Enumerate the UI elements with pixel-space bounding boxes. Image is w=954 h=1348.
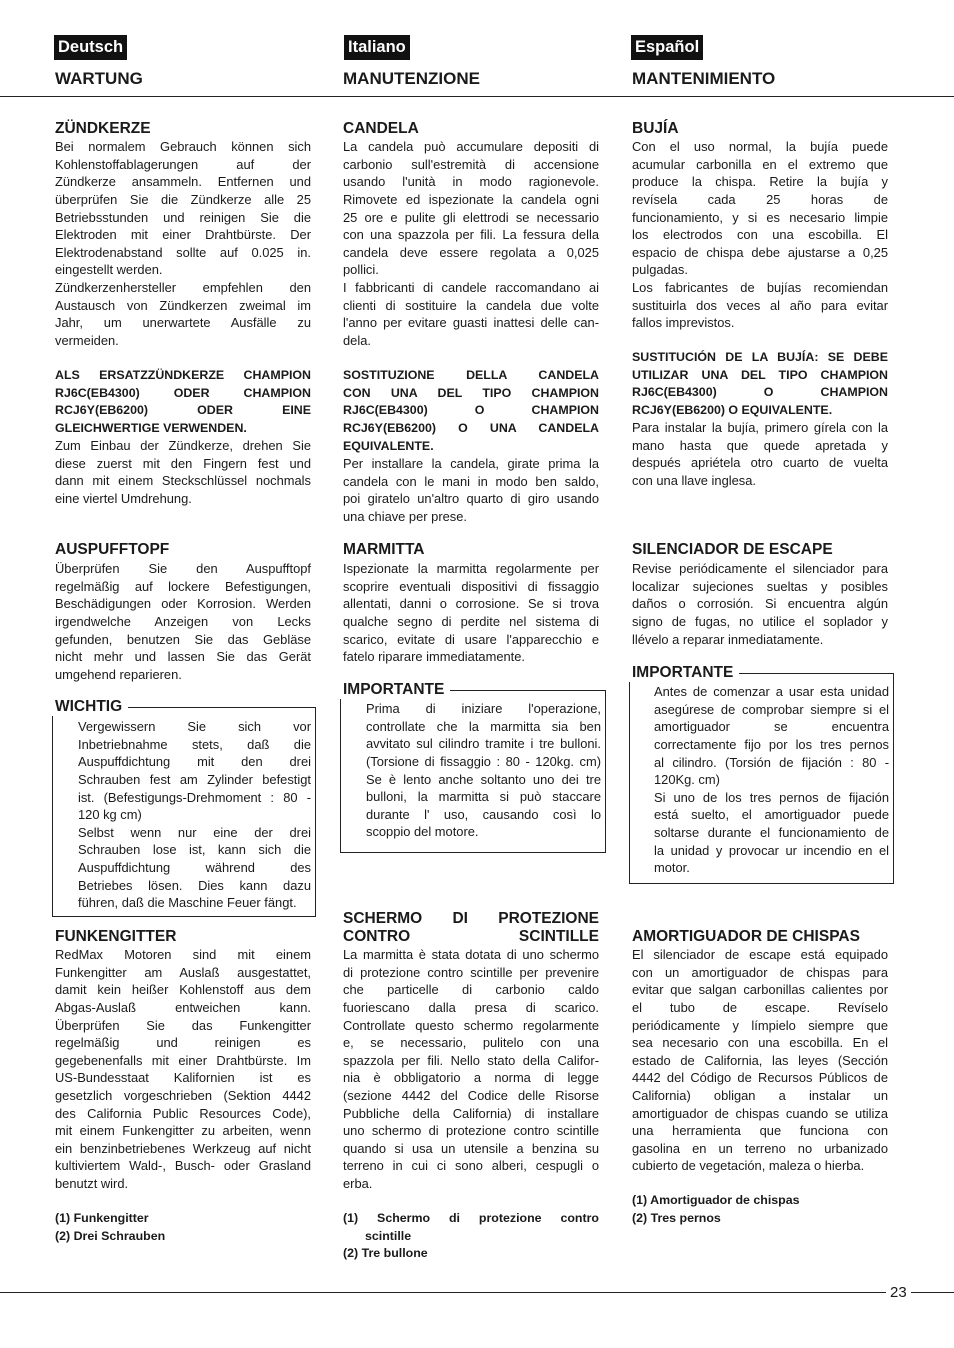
text-line: avvitato sul cilindro tramite i tre bulloni. bbox=[366, 736, 601, 752]
text-line: está suelto, el amortiguador puede bbox=[654, 807, 889, 823]
section-heading bbox=[632, 928, 888, 946]
text-line: funcionamiento, y si es necesario limpie bbox=[632, 209, 888, 225]
text-line: RJ6C(EB4300) O CHAMPION bbox=[632, 385, 888, 400]
text-line: uno schermo di protezione contro scintille bbox=[343, 1123, 599, 1139]
text-line: Betriebsstunden und reinigen Sie die bbox=[55, 209, 311, 225]
text-line: regelmäßig und reinigen es bbox=[55, 1035, 311, 1051]
text-line: erba. bbox=[343, 1175, 373, 1191]
text-line: soltarse durante el funcionamiento de bbox=[654, 824, 889, 840]
text-line: l'anno per evitare guasti inattesi delle can- bbox=[343, 315, 599, 331]
text-line: usando l'unità in modo ragionevole. bbox=[343, 174, 599, 190]
text-line: dela. bbox=[343, 332, 371, 348]
page-number: 23 bbox=[886, 1284, 911, 1302]
text-line: Jahr, um unerwartete Ausfälle zu bbox=[55, 315, 311, 331]
text-line: di protezione contro scintille per prevenire bbox=[343, 964, 599, 980]
text-line: FUNKENGITTER bbox=[55, 928, 177, 946]
section-heading bbox=[55, 928, 311, 946]
header-rule bbox=[0, 96, 954, 97]
paragraph bbox=[632, 946, 888, 1175]
text-line: eine viertel Umdrehung. bbox=[55, 490, 192, 506]
text-line: Beschädigungen oder Korrosion. Werden bbox=[55, 596, 311, 612]
text-line: Auspuffdichtung während des bbox=[78, 859, 311, 875]
important-box-text bbox=[366, 700, 601, 841]
text-line: Antes de comenzar a usar esta unidad bbox=[654, 684, 889, 700]
text-line: con una spazzola per fili. La fessura della bbox=[343, 227, 599, 243]
text-line: clienti di sostituire la candela due volte bbox=[343, 297, 599, 313]
text-line: RCJ6Y(EB6200) O UNA CANDELA bbox=[343, 420, 599, 435]
text-line: asegúrese de comprobar siempre si el bbox=[654, 701, 889, 717]
text-line: (Torsione di fissaggio : 80 - 120kg. cm) bbox=[366, 753, 601, 769]
text-line: Zum Einbau der Zündkerze, drehen Sie bbox=[55, 438, 311, 454]
text-line: Auspuffdichtung mit den drei bbox=[78, 754, 311, 770]
text-line: spazzola per fili. Nello stato della Califor- bbox=[343, 1052, 599, 1068]
text-line: motor. bbox=[654, 860, 690, 876]
text-line: Per installare la candela, girate prima la bbox=[343, 456, 599, 472]
text-line: Zündkerzenhersteller empfehlen den bbox=[55, 280, 311, 296]
notice-paragraph bbox=[343, 367, 599, 455]
text-line: (2) Tres pernos bbox=[632, 1210, 721, 1225]
text-line: periódicamente y límpielo siempre que bbox=[632, 1017, 888, 1033]
text-line: BUJÍA bbox=[632, 120, 679, 138]
text-line: Elektroden mit einer Drahtbürste. Der bbox=[55, 227, 311, 243]
text-line: Inbetriebnahme stets, daß die bbox=[78, 736, 311, 752]
text-line: una herramienta que funciona con bbox=[632, 1123, 888, 1139]
language-label-2: Español bbox=[631, 35, 703, 60]
text-line: diese zuerst mit den Fingern fest und bbox=[55, 455, 311, 471]
text-line: Ispezionate la marmitta regolarmente per bbox=[343, 561, 599, 577]
text-line: Überprüfen Sie den Auspufftopf bbox=[55, 561, 311, 577]
section-title-0: WARTUNG bbox=[55, 69, 143, 88]
text-line: produce la chispa. Retire la bujía y bbox=[632, 174, 888, 190]
text-line: kultiviertem Wald-, Busch- oder Grasland bbox=[55, 1158, 311, 1174]
section-title-2: MANTENIMIENTO bbox=[632, 69, 776, 88]
text-line: 120Kg. cm) bbox=[654, 772, 720, 788]
paragraph bbox=[632, 138, 888, 279]
text-line: RCJ6Y(EB6200) O EQUIVALENTE. bbox=[632, 402, 833, 417]
text-line: I fabbricanti di candele raccomandano ai bbox=[343, 280, 599, 296]
text-line: terreno in cui ci sono alberi, cespugli o bbox=[343, 1158, 599, 1174]
text-line: carbonio sull'estremità di accensione bbox=[343, 156, 599, 172]
text-line: La candela può accumulare depositi di bbox=[343, 139, 599, 155]
text-line: 120 kg cm) bbox=[78, 807, 142, 823]
figure-caption bbox=[343, 1210, 599, 1263]
text-line: CONTRO SCINTILLE bbox=[343, 927, 599, 945]
text-line: SCHERMO DI PROTEZIONE bbox=[343, 910, 599, 928]
text-line: durante l' uso, causando così lo bbox=[366, 806, 601, 822]
footer-rule bbox=[0, 1292, 954, 1293]
text-line: nia è obbligatorio a norma di legge bbox=[343, 1070, 599, 1086]
text-line: cubierto de vegetación, maleza o hierba. bbox=[632, 1158, 865, 1174]
section-title-1: MANUTENZIONE bbox=[343, 69, 480, 88]
text-line: candela deve essere regolata a 0,025 bbox=[343, 244, 599, 260]
text-line: Si uno de los tres pernos de fijación bbox=[654, 789, 889, 805]
text-line: acumular carbonilla en el extremo que bbox=[632, 156, 888, 172]
text-line: revísela cada 25 horas de bbox=[632, 191, 888, 207]
text-line: El silenciador de escape está equipado bbox=[632, 947, 888, 963]
text-line: SILENCIADOR DE ESCAPE bbox=[632, 541, 833, 559]
text-line: poi giratelo un'altro quarto di giro usando bbox=[343, 491, 599, 507]
text-line: scoprire eventuali dispositivi di fissaggio bbox=[343, 578, 599, 594]
text-line: MARMITTA bbox=[343, 541, 425, 559]
section-heading bbox=[632, 120, 888, 138]
text-line: GLEICHWERTIGE VERWENDEN. bbox=[55, 420, 247, 435]
section-heading bbox=[55, 541, 311, 559]
text-line: (1) Funkengitter bbox=[55, 1211, 149, 1226]
text-line: AUSPUFFTOPF bbox=[55, 541, 170, 559]
text-line: US-Bundesstaat Kalifornien ist es bbox=[55, 1070, 311, 1086]
text-line: Schrauben lose ist, kann sich die bbox=[78, 842, 311, 858]
text-line: candela con le mani in modo ben saldo, bbox=[343, 473, 599, 489]
paragraph bbox=[55, 560, 311, 683]
paragraph bbox=[632, 419, 888, 489]
text-line: Controllate questo schermo regolarmente bbox=[343, 1017, 599, 1033]
text-line: (1) Schermo di protezione contro bbox=[343, 1211, 599, 1226]
text-line: una chiave per prese. bbox=[343, 508, 467, 524]
text-line: scarico, evitate di usare l'apparecchio e bbox=[343, 631, 599, 647]
text-line: gasolina en un terreno no urbanizado bbox=[632, 1140, 888, 1156]
text-line: dann mit einem Steckschlüssel nochmals bbox=[55, 473, 311, 489]
text-line: fallos imprevistos. bbox=[632, 315, 735, 331]
text-line: e, se necessario, pulitelo con una bbox=[343, 1035, 599, 1051]
text-line: Schrauben fest am Zylinder befestigt bbox=[78, 771, 311, 787]
text-line: scintille bbox=[365, 1228, 412, 1243]
text-line: RJ6C(EB4300) O CHAMPION bbox=[343, 403, 599, 418]
text-line: Prima di iniziare l'operazione, bbox=[366, 701, 601, 717]
notice-paragraph bbox=[632, 349, 888, 419]
text-line: llévelo a reparar inmediatamente. bbox=[632, 631, 824, 647]
text-line: pollici. bbox=[343, 262, 379, 278]
text-line: CON UNA DEL TIPO CHAMPION bbox=[343, 385, 599, 400]
text-line: Para instalar la bujía, primero gírela con la bbox=[632, 420, 888, 436]
section-heading bbox=[343, 541, 599, 559]
paragraph bbox=[55, 138, 311, 279]
section-heading bbox=[343, 120, 599, 138]
text-line: vermeiden. bbox=[55, 332, 119, 348]
text-line: Kohlenstoffablagerungen auf der bbox=[55, 156, 311, 172]
text-line: che particelle di carbonio caldo bbox=[343, 982, 599, 998]
text-line: mit einem Funkengitter zu arbeiten, wenn bbox=[55, 1123, 311, 1139]
text-line: Austausch von Zündkerzen zweimal im bbox=[55, 297, 311, 313]
text-line: Überprüfen Sie das Funkengitter bbox=[55, 1017, 311, 1033]
text-line: des California Public Resources Code), bbox=[55, 1105, 311, 1121]
text-line: La marmitta è stata dotata di uno schermo bbox=[343, 947, 599, 963]
figure-caption bbox=[632, 1192, 888, 1227]
text-line: nicht mehr und lassen Sie das Gerät bbox=[55, 649, 311, 665]
text-line: mano hasta que quede apretada y bbox=[632, 437, 888, 453]
text-line: pulgadas. bbox=[632, 262, 688, 278]
text-line: Revise periódicamente el silenciador para bbox=[632, 561, 888, 577]
text-line: EQUIVALENTE. bbox=[343, 438, 434, 453]
text-line: (1) Amortiguador de chispas bbox=[632, 1193, 800, 1208]
text-line: ist. (Befestigungs-Drehmoment : 80 - bbox=[78, 789, 311, 805]
text-line: AMORTIGUADOR DE CHISPAS bbox=[632, 928, 860, 946]
paragraph bbox=[632, 279, 888, 332]
paragraph bbox=[55, 279, 311, 349]
important-box-heading: IMPORTANTE bbox=[626, 664, 739, 682]
text-line: signo de fugas, no utilice el soplador y bbox=[632, 613, 888, 629]
paragraph bbox=[343, 560, 599, 666]
text-line: localizar sujeciones sueltas y posibles bbox=[632, 578, 888, 594]
text-line: espacio de chispa debe ajustarse a 0,25 bbox=[632, 244, 888, 260]
text-line: la unidad y provocar ur incendio en el bbox=[654, 842, 889, 858]
text-line: Pubbliche della California) di installare bbox=[343, 1105, 599, 1121]
text-line: RCJ6Y(EB6200) ODER EINE bbox=[55, 403, 311, 418]
text-line: gegebenenfalls mit einer Drahtbürste. Im bbox=[55, 1052, 311, 1068]
text-line: allentati, danni o corrosione. Se si trova bbox=[343, 596, 599, 612]
text-line: Con el uso normal, la bujía puede bbox=[632, 139, 888, 155]
text-line: SOSTITUZIONE DELLA CANDELA bbox=[343, 368, 599, 383]
text-line: Zündkerze ansammeln. Entfernen und bbox=[55, 174, 311, 190]
text-line: CANDELA bbox=[343, 120, 419, 138]
text-line: California) obligan a instalar un bbox=[632, 1087, 888, 1103]
text-line: Rimovete ed ispezionate la candela ogni bbox=[343, 191, 599, 207]
text-line: Elektrodenabstand sollte auf 0.025 in. bbox=[55, 244, 311, 260]
text-line: Bei normalem Gebrauch können sich bbox=[55, 139, 311, 155]
text-line: Funkengitter am Auslaß ausgestattet, bbox=[55, 964, 311, 980]
section-heading bbox=[343, 910, 599, 945]
text-line: ALS ERSATZZÜNDKERZE CHAMPION bbox=[55, 368, 311, 383]
text-line: correctamente fijo por los tres pernos bbox=[654, 736, 889, 752]
text-line: (2) Drei Schrauben bbox=[55, 1228, 166, 1243]
language-label-0: Deutsch bbox=[54, 35, 127, 60]
text-line: al cilindro. (Torsión de fijación : 80 - bbox=[654, 754, 889, 770]
text-line: 25 ore e pulite gli elettrodi se necessario bbox=[343, 209, 599, 225]
text-line: irgendwelche Anzeigen von Lecks bbox=[55, 613, 311, 629]
text-line: Se è lento anche soltanto uno dei tre bbox=[366, 771, 601, 787]
text-line: quando si usa un utensile a benzina su bbox=[343, 1140, 599, 1156]
text-line: Selbst wenn nur eine der drei bbox=[78, 824, 311, 840]
important-box-text bbox=[78, 718, 311, 912]
text-line: ein benzinbetriebenes Werkzeug auf nicht bbox=[55, 1140, 311, 1156]
paragraph bbox=[343, 946, 599, 1192]
text-line: daños o corrosión. Si encuentra algún bbox=[632, 596, 888, 612]
paragraph bbox=[343, 455, 599, 525]
paragraph bbox=[343, 279, 599, 349]
text-line: scoppio del motore. bbox=[366, 824, 479, 840]
text-line: RJ6C(EB4300) ODER CHAMPION bbox=[55, 385, 311, 400]
text-line: Betriebes lösen. Dies kann dazu bbox=[78, 877, 311, 893]
text-line: amortiguador se encuentra bbox=[654, 719, 889, 735]
text-line: (2) Tre bullone bbox=[343, 1246, 428, 1261]
paragraph bbox=[55, 946, 311, 1192]
text-line: sea necesario con una escobilla. En el bbox=[632, 1035, 888, 1051]
text-line: amortiguador de chispas cuando se utiliza bbox=[632, 1105, 888, 1121]
text-line: gesetzlich vorgeschrieben (Sektion 4442 bbox=[55, 1087, 311, 1103]
text-line: el tubo de escape. Revíselo bbox=[632, 999, 888, 1015]
text-line: estado de California, las leyes (Sección bbox=[632, 1052, 888, 1068]
section-heading bbox=[632, 541, 888, 559]
text-line: RedMax Motoren sind mit einem bbox=[55, 947, 311, 963]
text-line: eingestellt werden. bbox=[55, 262, 163, 278]
paragraph bbox=[343, 138, 599, 279]
text-line: evitar que salgan carbonillas calientes por bbox=[632, 982, 888, 998]
text-line: gefunden, benutzen Sie das Gebläse bbox=[55, 631, 311, 647]
section-heading bbox=[55, 120, 311, 138]
text-line: fatelo riparare immediatamente. bbox=[343, 649, 525, 665]
text-line: damit kein heißer Kohlenstoff aus dem bbox=[55, 982, 311, 998]
text-line: con una llave inglesa. bbox=[632, 472, 756, 488]
text-line: controllate che la marmitta sia ben bbox=[366, 718, 601, 734]
paragraph bbox=[55, 437, 311, 507]
text-line: bulloni, la marmitta si può staccare bbox=[366, 789, 601, 805]
text-line: los electrodos con una escobilla. El bbox=[632, 227, 888, 243]
text-line: fuoriescano dalla presa di scarico. bbox=[343, 999, 599, 1015]
important-box-heading: WICHTIG bbox=[49, 698, 128, 716]
text-line: SUSTITUCIÓN DE LA BUJÍA: SE DEBE bbox=[632, 350, 888, 365]
text-line: después apriétela otro cuarto de vuelta bbox=[632, 455, 888, 471]
text-line: benutzt wird. bbox=[55, 1175, 129, 1191]
figure-caption bbox=[55, 1210, 311, 1245]
text-line: qualche segno di perdite nel sistema di bbox=[343, 613, 599, 629]
text-line: con un amortiguador de chispas para bbox=[632, 964, 888, 980]
paragraph bbox=[632, 560, 888, 648]
text-line: sustituirla dos veces al año para evitar bbox=[632, 297, 888, 313]
important-box-heading: IMPORTANTE bbox=[337, 681, 450, 699]
text-line: UTILIZAR UNA DEL TIPO CHAMPION bbox=[632, 367, 888, 382]
language-label-1: Italiano bbox=[344, 35, 410, 60]
text-line: 4442 del Código de Recursos Públicos de bbox=[632, 1070, 888, 1086]
text-line: führen, daß die Maschine Feuer fängt. bbox=[78, 895, 297, 911]
text-line: überprüfen Sie die Zündkerze alle 25 bbox=[55, 191, 311, 207]
text-line: Abgas-Auslaß entweichen kann. bbox=[55, 999, 311, 1015]
text-line: regelmäßig auf lockere Befestigungen, bbox=[55, 578, 311, 594]
text-line: Vergewissern Sie sich vor bbox=[78, 719, 311, 735]
text-line: (sezione 4442 del Codice delle Risorse bbox=[343, 1087, 599, 1103]
text-line: umgehend reparieren. bbox=[55, 666, 182, 682]
important-box-text bbox=[654, 683, 889, 877]
text-line: Los fabricantes de bujías recomiendan bbox=[632, 280, 888, 296]
notice-paragraph bbox=[55, 367, 311, 437]
text-line: ZÜNDKERZE bbox=[55, 120, 151, 138]
